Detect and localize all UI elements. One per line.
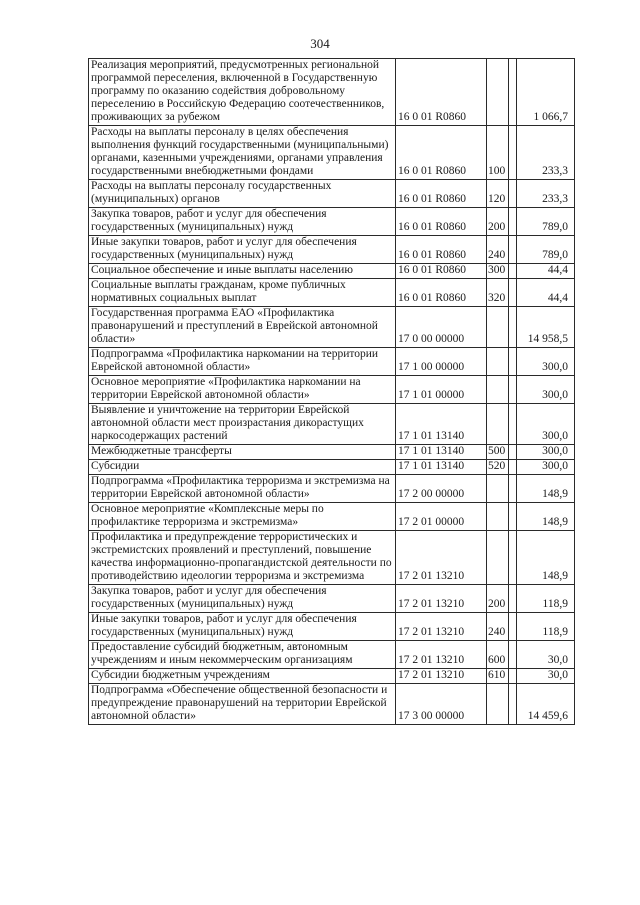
row-code: 16 0 01 R0860 bbox=[396, 59, 487, 126]
row-spacer bbox=[509, 531, 517, 585]
row-expense-type: 610 bbox=[487, 669, 509, 684]
row-amount: 118,9 bbox=[517, 585, 575, 613]
row-amount: 233,3 bbox=[517, 180, 575, 208]
row-name: Реализация мероприятий, предусмотренных региональной программой переселения, включенной в Государственную программу по оказанию содействия добровольному переселению в Российскую Федерацию соотечественников, проживающих за рубежом bbox=[89, 59, 396, 126]
row-code: 17 0 00 00000 bbox=[396, 307, 487, 348]
row-expense-type: 520 bbox=[487, 460, 509, 475]
table-row bbox=[89, 404, 575, 445]
row-expense-type bbox=[487, 348, 509, 376]
row-name: Социальное обеспечение и иные выплаты населению bbox=[89, 264, 396, 279]
row-code: 17 2 01 00000 bbox=[396, 503, 487, 531]
row-name: Подпрограмма «Профилактика терроризма и экстремизма на территории Еврейской автономной области» bbox=[89, 475, 396, 503]
row-amount: 14 958,5 bbox=[517, 307, 575, 348]
row-code: 17 2 01 13210 bbox=[396, 669, 487, 684]
row-name: Подпрограмма «Профилактика наркомании на территории Еврейской автономной области» bbox=[89, 348, 396, 376]
row-code: 17 2 01 13210 bbox=[396, 531, 487, 585]
table-row bbox=[89, 180, 575, 208]
row-name: Иные закупки товаров, работ и услуг для обеспечения государственных (муниципальных) нужд bbox=[89, 613, 396, 641]
row-amount: 300,0 bbox=[517, 460, 575, 475]
row-code: 16 0 01 R0860 bbox=[396, 279, 487, 307]
row-spacer bbox=[509, 503, 517, 531]
row-amount: 300,0 bbox=[517, 348, 575, 376]
table-row bbox=[89, 503, 575, 531]
row-name: Субсидии bbox=[89, 460, 396, 475]
row-code: 17 2 01 13210 bbox=[396, 641, 487, 669]
row-amount: 789,0 bbox=[517, 236, 575, 264]
table-row bbox=[89, 585, 575, 613]
table-row bbox=[89, 279, 575, 307]
row-code: 17 1 01 13140 bbox=[396, 445, 487, 460]
row-code: 17 3 00 00000 bbox=[396, 684, 487, 725]
row-amount: 14 459,6 bbox=[517, 684, 575, 725]
row-name: Предоставление субсидий бюджетным, автономным учреждениям и иным некоммерческим организациям bbox=[89, 641, 396, 669]
row-expense-type: 500 bbox=[487, 445, 509, 460]
row-spacer bbox=[509, 404, 517, 445]
table-row bbox=[89, 126, 575, 180]
row-amount: 30,0 bbox=[517, 669, 575, 684]
row-expense-type: 240 bbox=[487, 613, 509, 641]
row-amount: 44,4 bbox=[517, 264, 575, 279]
row-expense-type: 200 bbox=[487, 208, 509, 236]
row-name: Закупка товаров, работ и услуг для обеспечения государственных (муниципальных) нужд bbox=[89, 585, 396, 613]
row-amount: 30,0 bbox=[517, 641, 575, 669]
table-row bbox=[89, 59, 575, 126]
row-amount: 300,0 bbox=[517, 404, 575, 445]
row-name: Государственная программа ЕАО «Профилактика правонарушений и преступлений в Еврейской автономной области» bbox=[89, 307, 396, 348]
row-name: Основное мероприятие «Комплексные меры по профилактике терроризма и экстремизма» bbox=[89, 503, 396, 531]
row-spacer bbox=[509, 59, 517, 126]
row-spacer bbox=[509, 445, 517, 460]
table-row bbox=[89, 613, 575, 641]
table-row bbox=[89, 684, 575, 725]
table-row bbox=[89, 445, 575, 460]
row-code: 17 1 00 00000 bbox=[396, 348, 487, 376]
row-amount: 118,9 bbox=[517, 613, 575, 641]
row-expense-type bbox=[487, 531, 509, 585]
row-code: 17 1 01 13140 bbox=[396, 460, 487, 475]
row-spacer bbox=[509, 348, 517, 376]
row-name: Выявление и уничтожение на территории Еврейской автономной области мест произрастания дикорастущих наркосодержащих растений bbox=[89, 404, 396, 445]
row-spacer bbox=[509, 126, 517, 180]
row-spacer bbox=[509, 307, 517, 348]
row-name: Иные закупки товаров, работ и услуг для обеспечения государственных (муниципальных) нужд bbox=[89, 236, 396, 264]
budget-table-body bbox=[89, 59, 575, 725]
row-spacer bbox=[509, 641, 517, 669]
row-name: Социальные выплаты гражданам, кроме публичных нормативных социальных выплат bbox=[89, 279, 396, 307]
row-code: 17 1 01 13140 bbox=[396, 404, 487, 445]
row-code: 16 0 01 R0860 bbox=[396, 208, 487, 236]
row-amount: 300,0 bbox=[517, 445, 575, 460]
row-amount: 44,4 bbox=[517, 279, 575, 307]
table-row bbox=[89, 264, 575, 279]
table-row bbox=[89, 236, 575, 264]
row-code: 17 1 01 00000 bbox=[396, 376, 487, 404]
row-spacer bbox=[509, 208, 517, 236]
row-expense-type bbox=[487, 404, 509, 445]
row-spacer bbox=[509, 180, 517, 208]
table-row bbox=[89, 669, 575, 684]
row-code: 16 0 01 R0860 bbox=[396, 264, 487, 279]
row-spacer bbox=[509, 460, 517, 475]
row-expense-type: 600 bbox=[487, 641, 509, 669]
row-expense-type bbox=[487, 475, 509, 503]
row-spacer bbox=[509, 684, 517, 725]
table-row bbox=[89, 208, 575, 236]
row-code: 16 0 01 R0860 bbox=[396, 180, 487, 208]
row-amount: 148,9 bbox=[517, 531, 575, 585]
row-expense-type bbox=[487, 684, 509, 725]
row-expense-type bbox=[487, 376, 509, 404]
row-expense-type: 120 bbox=[487, 180, 509, 208]
row-amount: 233,3 bbox=[517, 126, 575, 180]
row-spacer bbox=[509, 585, 517, 613]
row-code: 17 2 01 13210 bbox=[396, 613, 487, 641]
row-code: 16 0 01 R0860 bbox=[396, 236, 487, 264]
row-spacer bbox=[509, 264, 517, 279]
table-row bbox=[89, 475, 575, 503]
table-row bbox=[89, 376, 575, 404]
row-expense-type: 100 bbox=[487, 126, 509, 180]
row-expense-type bbox=[487, 59, 509, 126]
table-row bbox=[89, 460, 575, 475]
row-expense-type: 240 bbox=[487, 236, 509, 264]
row-expense-type: 300 bbox=[487, 264, 509, 279]
row-expense-type: 200 bbox=[487, 585, 509, 613]
budget-table bbox=[88, 58, 575, 725]
table-row bbox=[89, 531, 575, 585]
row-name: Расходы на выплаты персоналу государственных (муниципальных) органов bbox=[89, 180, 396, 208]
row-spacer bbox=[509, 475, 517, 503]
table-row bbox=[89, 641, 575, 669]
row-name: Профилактика и предупреждение террористических и экстремистских проявлений и преступлений, повышение качества информационно-пропагандистской деятельности по противодействию идеологии терроризма и экстремизма bbox=[89, 531, 396, 585]
row-code: 17 2 01 13210 bbox=[396, 585, 487, 613]
row-spacer bbox=[509, 613, 517, 641]
row-amount: 148,9 bbox=[517, 503, 575, 531]
table-row bbox=[89, 307, 575, 348]
table-row bbox=[89, 348, 575, 376]
row-expense-type bbox=[487, 307, 509, 348]
row-name: Субсидии бюджетным учреждениям bbox=[89, 669, 396, 684]
row-name: Межбюджетные трансферты bbox=[89, 445, 396, 460]
row-name: Основное мероприятие «Профилактика наркомании на территории Еврейской автономной области» bbox=[89, 376, 396, 404]
row-spacer bbox=[509, 376, 517, 404]
row-amount: 1 066,7 bbox=[517, 59, 575, 126]
row-spacer bbox=[509, 279, 517, 307]
row-spacer bbox=[509, 669, 517, 684]
row-expense-type: 320 bbox=[487, 279, 509, 307]
row-name: Расходы на выплаты персоналу в целях обеспечения выполнения функций государственными (муниципальными) органами, казенными учреждениями, органами управления государственными внебюджетными фондами bbox=[89, 126, 396, 180]
row-amount: 300,0 bbox=[517, 376, 575, 404]
row-name: Подпрограмма «Обеспечение общественной безопасности и предупреждение правонарушений на территории Еврейской автономной области» bbox=[89, 684, 396, 725]
row-name: Закупка товаров, работ и услуг для обеспечения государственных (муниципальных) нужд bbox=[89, 208, 396, 236]
row-code: 17 2 00 00000 bbox=[396, 475, 487, 503]
row-amount: 148,9 bbox=[517, 475, 575, 503]
row-code: 16 0 01 R0860 bbox=[396, 126, 487, 180]
page-number: 304 bbox=[310, 36, 330, 51]
row-expense-type bbox=[487, 503, 509, 531]
row-spacer bbox=[509, 236, 517, 264]
row-amount: 789,0 bbox=[517, 208, 575, 236]
